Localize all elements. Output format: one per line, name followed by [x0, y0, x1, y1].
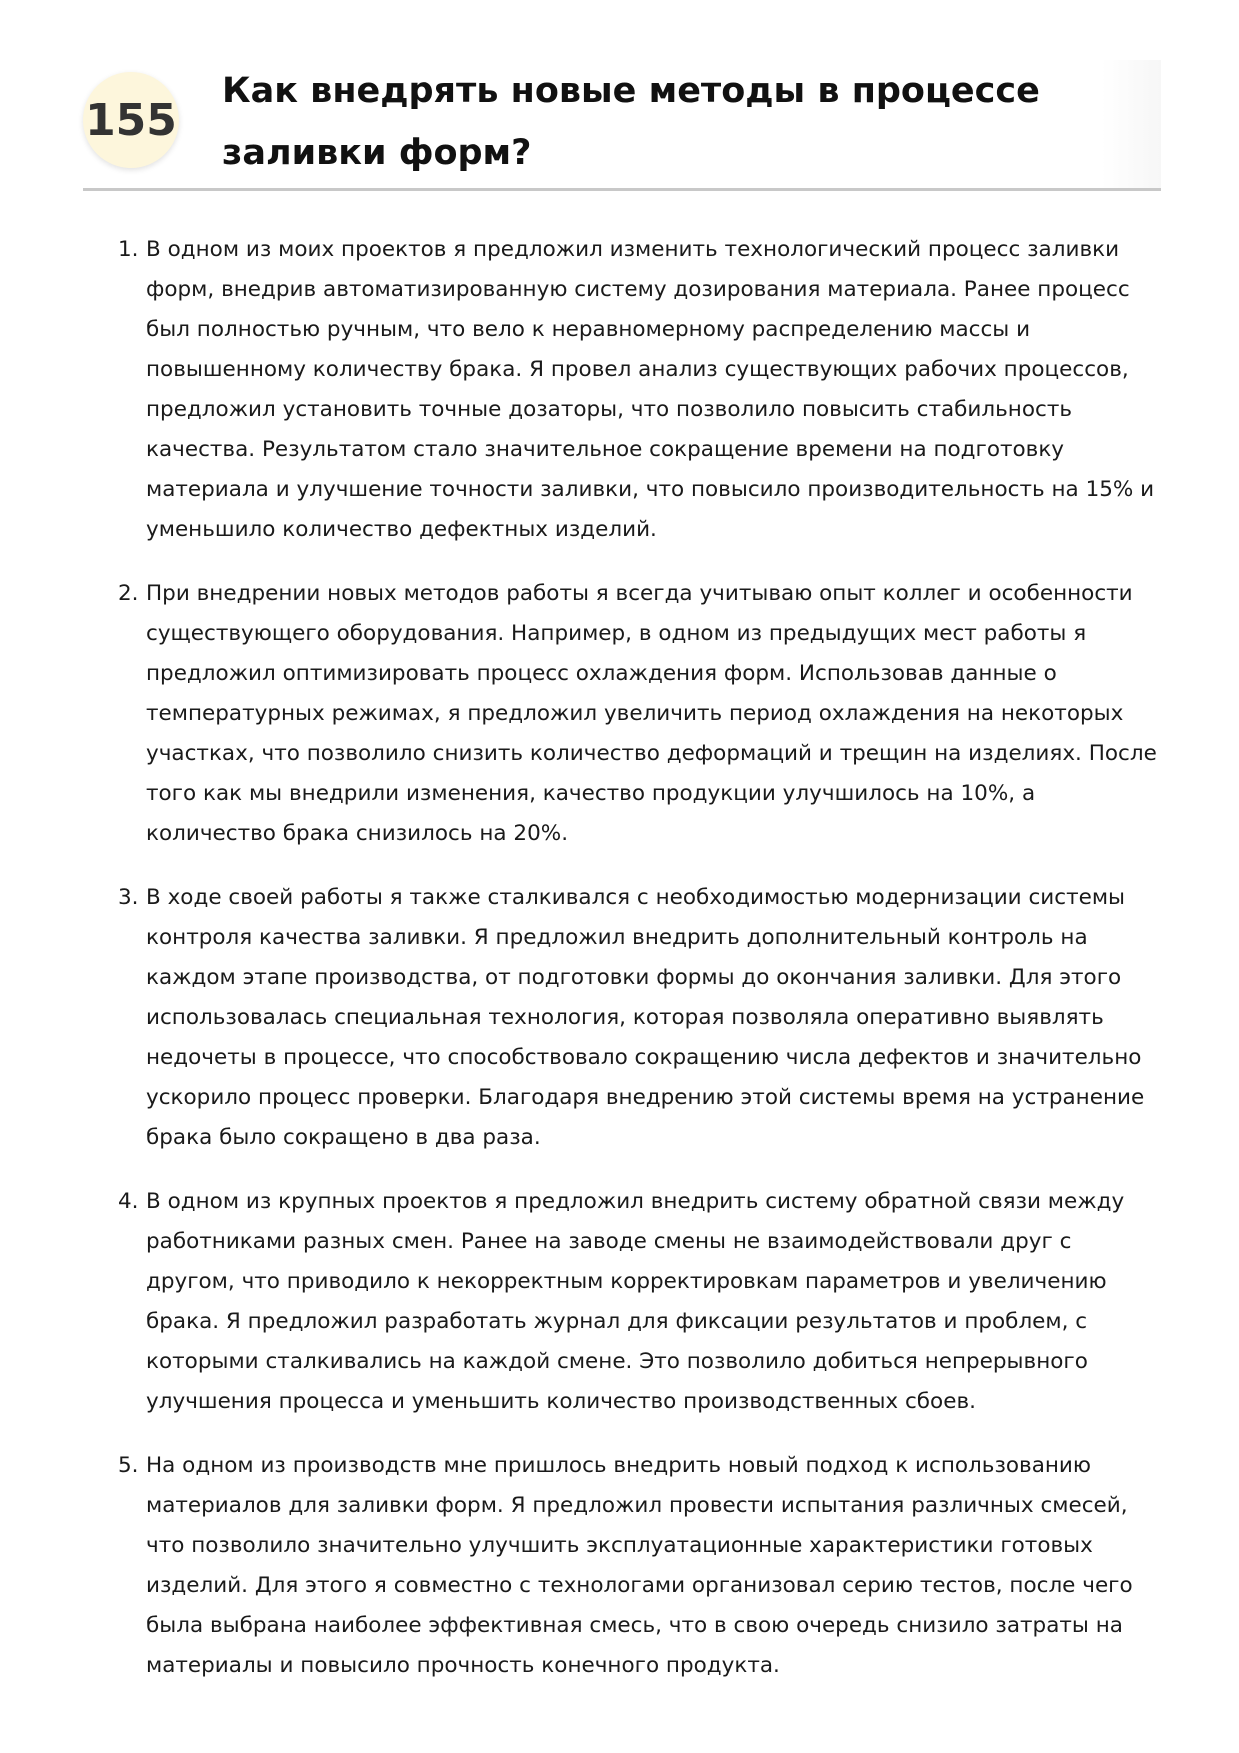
answer-item-number: 1.	[118, 237, 139, 262]
answer-item-text: При внедрении новых методов работы я всегда учитываю опыт коллег и особенности существующего оборудования. Например, в одном из предыдущих мест работы я предложил оптимизировать процесс охлаждения форм. Использовав данные о температурных режимах, я предложил увеличить период охлаждения на некоторых участках, что позволило снизить количество деформаций и трещин на изделиях. После того как мы внедрили изменения, качество продукции улучшилось на 10%, а количество брака снизилось на 20%.	[146, 581, 1157, 846]
answer-item	[115, 1182, 1165, 1422]
answer-item	[115, 230, 1165, 550]
answer-item-number: 2.	[118, 581, 139, 606]
answer-item-text: На одном из производств мне пришлось внедрить новый подход к использованию материалов для заливки форм. Я предложил провести испытания различных смесей, что позволило значительно улучшить эксплуатационные характеристики готовых изделий. Для этого я совместно с технологами организовал серию тестов, после чего была выбрана наиболее эффективная смесь, что в свою очередь снизило затраты на материалы и повысило прочность конечного продукта.	[146, 1453, 1133, 1678]
answer-list-container	[115, 230, 1165, 1710]
answer-item-number: 5.	[118, 1453, 139, 1478]
answer-list	[115, 230, 1165, 1686]
question-number-badge: 155	[83, 72, 179, 168]
answer-item-text: В одном из моих проектов я предложил изменить технологический процесс заливки форм, внедрив автоматизированную систему дозирования материала. Ранее процесс был полностью ручным, что вело к неравномерному распределению массы и повышенному количеству брака. Я провел анализ существующих рабочих процессов, предложил установить точные дозаторы, что позволило повысить стабильность качества. Результатом стало значительное сокращение времени на подготовку материала и улучшение точности заливки, что повысило производительность на 15% и уменьшило количество дефектных изделий.	[146, 237, 1155, 542]
answer-item-number: 4.	[118, 1189, 139, 1214]
answer-item-text: В одном из крупных проектов я предложил внедрить систему обратной связи между работниками разных смен. Ранее на заводе смены не взаимодействовали друг с другом, что приводило к некорректным корректировкам параметров и увеличению брака. Я предложил разработать журнал для фиксации результатов и проблем, с которыми сталкивались на каждой смене. Это позволило добиться непрерывного улучшения процесса и уменьшить количество производственных сбоев.	[146, 1189, 1125, 1414]
answer-item	[115, 574, 1165, 854]
answer-item	[115, 878, 1165, 1158]
answer-item-number: 3.	[118, 885, 139, 910]
answer-item-text: В ходе своей работы я также сталкивался с необходимостью модернизации системы контроля качества заливки. Я предложил внедрить дополнительный контроль на каждом этапе производства, от подготовки формы до окончания заливки. Для этого использовалась специальная технология, которая позволяла оперативно выявлять недочеты в процессе, что способствовало сокращению числа дефектов и значительно ускорило процесс проверки. Благодаря внедрению этой системы время на устранение брака было сокращено в два раза.	[146, 885, 1145, 1150]
answer-item	[115, 1446, 1165, 1686]
question-title: Как внедрять новые методы в процессе заливки форм?	[222, 71, 1040, 173]
question-header	[83, 60, 1161, 191]
